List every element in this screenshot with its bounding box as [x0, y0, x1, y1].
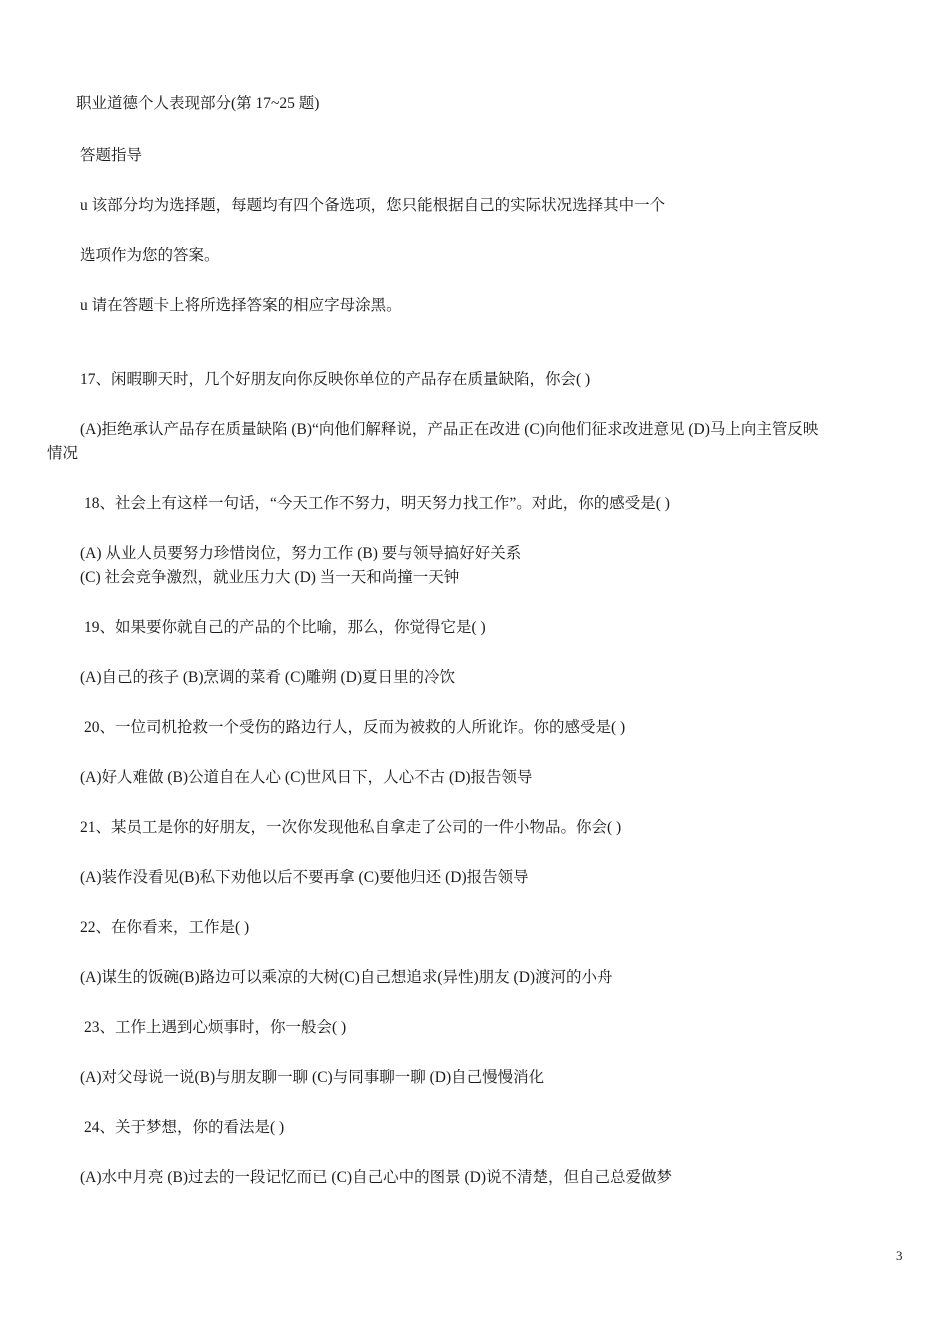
question-21-options: (A)装作没看见(B)私下劝他以后不要再拿 (C)要他归还 (D)报告领导	[80, 869, 529, 886]
instruction-line: u 请在答题卡上将所选择答案的相应字母涂黑。	[80, 297, 402, 314]
question-17: 17、闲暇聊天时，几个好朋友向你反映你单位的产品存在质量缺陷，你会( )	[80, 371, 591, 388]
question-23: 23、工作上遇到心烦事时，你一般会( )	[84, 1019, 347, 1036]
question-18: 18、社会上有这样一句话，“今天工作不努力，明天努力找工作”。对此，你的感受是( )	[84, 495, 670, 512]
question-22: 22、在你看来，工作是( )	[80, 919, 250, 936]
question-18-options: (A) 从业人员要努力珍惜岗位，努力工作 (B) 要与领导搞好好关系	[80, 545, 522, 562]
question-19: 19、如果要你就自己的产品的个比喻，那么，你觉得它是( )	[84, 619, 486, 636]
question-24-options: (A)水中月亮 (B)过去的一段记忆而已 (C)自己心中的图景 (D)说不清楚，但自己总爱做梦	[80, 1169, 672, 1186]
question-20: 20、一位司机抢救一个受伤的路边行人，反而为被救的人所讹诈。你的感受是( )	[84, 719, 626, 736]
instruction-line: u 该部分均为选择题，每题均有四个备选项，您只能根据自己的实际状况选择其中一个	[80, 197, 666, 214]
question-23-options: (A)对父母说一说(B)与朋友聊一聊 (C)与同事聊一聊 (D)自己慢慢消化	[80, 1069, 545, 1086]
question-17-options-cont: 情况	[47, 445, 79, 462]
guide-heading: 答题指导	[80, 147, 143, 164]
question-19-options: (A)自己的孩子 (B)烹调的菜肴 (C)雕朔 (D)夏日里的冷饮	[80, 669, 455, 686]
page-number: 3	[896, 1248, 903, 1263]
instruction-line: 选项作为您的答案。	[80, 247, 220, 264]
question-21: 21、某员工是你的好朋友，一次你发现他私自拿走了公司的一件小物品。你会( )	[80, 819, 622, 836]
question-22-options: (A)谋生的饭碗(B)路边可以乘凉的大树(C)自己想追求(异性)朋友 (D)渡河的小舟	[80, 969, 613, 986]
section-title: 职业道德个人表现部分(第 17~25 题)	[76, 95, 320, 112]
question-20-options: (A)好人难做 (B)公道自在人心 (C)世风日下，人心不古 (D)报告领导	[80, 769, 533, 786]
question-17-options: (A)拒绝承认产品存在质量缺陷 (B)“向他们解释说，产品正在改进 (C)向他们征求改进意见 (D)马上向主管反映	[80, 421, 819, 438]
question-24: 24、关于梦想，你的看法是( )	[84, 1119, 285, 1136]
question-18-options-cont: (C) 社会竞争激烈，就业压力大 (D) 当一天和尚撞一天钟	[80, 569, 460, 586]
